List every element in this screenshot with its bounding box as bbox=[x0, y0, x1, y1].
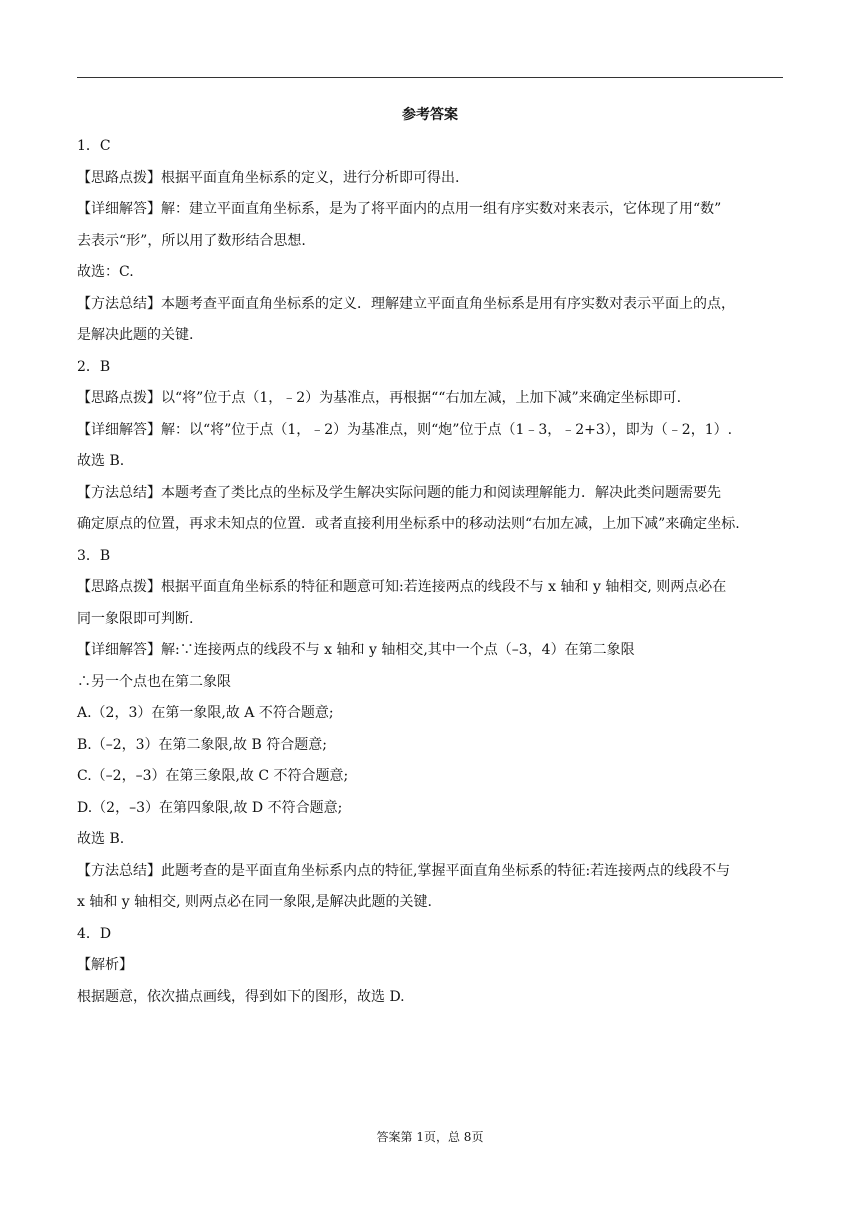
answer-number-1: 1．C bbox=[77, 138, 111, 154]
option-a-line: A.（2，3）在第一象限,故 A 不符合题意; bbox=[77, 705, 334, 721]
answer-number-3: 3．B bbox=[77, 547, 111, 564]
hint-line: 【思路点拨】根据平面直角坐标系的定义，进行分析即可得出. bbox=[77, 169, 460, 186]
analysis-heading: 【解析】 bbox=[77, 957, 133, 973]
answer-content bbox=[77, 131, 783, 1013]
solution-line: 【详细解答】解：建立平面直角坐标系，是为了将平面内的点用一组有序实数对来表示，它体现了用“数” bbox=[77, 201, 722, 217]
solution-line: ∴另一个点也在第二象限 bbox=[77, 673, 231, 690]
solution-line: 去表示“形”，所以用了数形结合思想. bbox=[77, 232, 306, 249]
answer-number-2: 2．B bbox=[77, 358, 111, 375]
page-footer: 答案第 1页，总 8页 bbox=[376, 1130, 484, 1144]
choice-line: 故选 B. bbox=[77, 831, 125, 847]
solution-line: 【详细解答】解:∵连接两点的线段不与 x 轴和 y 轴相交,其中一个点（–3，4）在第二象限 bbox=[77, 642, 635, 658]
option-c-line: C.（–2，–3）在第三象限,故 C 不符合题意; bbox=[77, 768, 349, 784]
summary-line: 【方法总结】本题考查了类比点的坐标及学生解决实际问题的能力和阅读理解能力．解决此类问题需要先 bbox=[77, 484, 721, 501]
summary-line: 【方法总结】此题考查的是平面直角坐标系内点的特征,掌握平面直角坐标系的特征:若连接两点的线段不与 bbox=[77, 862, 731, 879]
hint-line: 【思路点拨】以“将”位于点（1，﹣2）为基准点，再根据““右加左减，上加下减”来确定坐标即可. bbox=[77, 390, 682, 406]
hint-line: 同一象限即可判断. bbox=[77, 610, 194, 627]
solution-line: 【详细解答】解：以“将”位于点（1，﹣2）为基准点，则“炮”位于点（1﹣3，﹣2+3），即为（﹣2，1）. bbox=[77, 421, 733, 438]
answer-number-4: 4．D bbox=[77, 925, 112, 942]
analysis-line: 根据题意，依次描点画线，得到如下的图形，故选 D. bbox=[77, 988, 405, 1005]
option-b-line: B.（–2，3）在第二象限,故 B 符合题意; bbox=[77, 736, 327, 753]
hint-line: 【思路点拨】根据平面直角坐标系的特征和题意可知:若连接两点的线段不与 x 轴和 y 轴相交, 则两点必在 bbox=[77, 579, 727, 595]
choice-line: 故选：C. bbox=[77, 264, 134, 280]
page-title: 参考答案 bbox=[402, 107, 458, 123]
option-d-line: D.（2，–3）在第四象限,故 D 不符合题意; bbox=[77, 799, 343, 816]
choice-line: 故选 B. bbox=[77, 453, 125, 469]
summary-line: 确定原点的位置，再求未知点的位置．或者直接利用坐标系中的移动法则“右加左减，上加下减”来确定坐标. bbox=[77, 516, 740, 532]
summary-line: 是解决此题的关键. bbox=[77, 327, 194, 343]
summary-line: x 轴和 y 轴相交, 则两点必在同一象限,是解决此题的关键. bbox=[77, 894, 432, 910]
header-rule bbox=[77, 77, 783, 78]
summary-line: 【方法总结】本题考查平面直角坐标系的定义．理解建立平面直角坐标系是用有序实数对表示平面上的点， bbox=[77, 295, 735, 312]
